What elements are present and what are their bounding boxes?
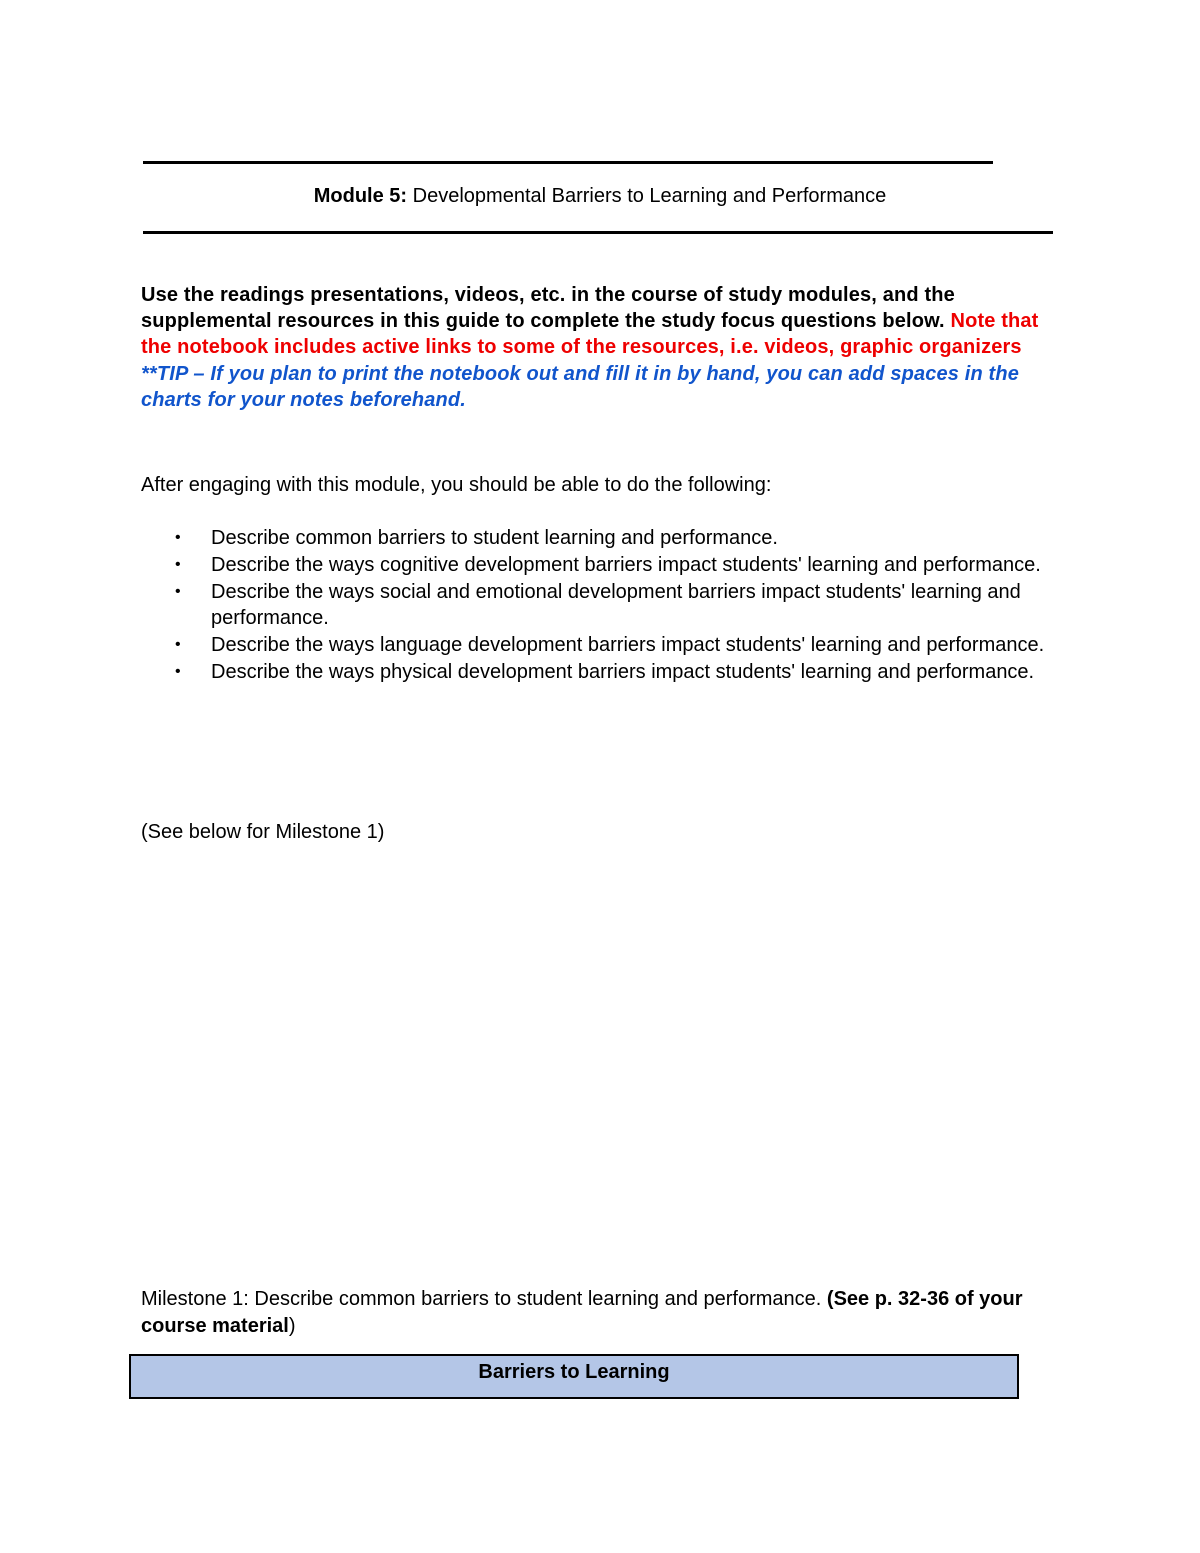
list-item — [141, 552, 1061, 579]
milestone-heading — [141, 1286, 1061, 1340]
module-label: Module 5: — [313, 185, 408, 207]
bullet-icon: • — [175, 529, 181, 546]
module-heading — [143, 183, 1057, 209]
top-divider-line — [143, 161, 993, 164]
instructions-block — [141, 282, 1061, 413]
bullet-icon: • — [175, 636, 181, 654]
module-title: Developmental Barriers to Learning and Performance — [412, 185, 887, 207]
list-item — [141, 525, 1061, 552]
objective-text: Describe common barriers to student learning and performance. — [211, 527, 778, 549]
bottom-divider-line — [143, 231, 1053, 234]
instructions-main: Use the readings presentations, videos, etc. in the course of study modules, and the supplemental resources in this guide to complete the study focus questions below. — [141, 284, 955, 332]
bullet-icon: • — [175, 555, 181, 573]
bullet-icon: • — [175, 582, 181, 600]
barriers-table — [129, 1354, 1019, 1399]
objective-text: Describe the ways physical development barriers impact students' learning and performance. — [211, 660, 1035, 683]
instructions-tip: **TIP – If you plan to print the notebook out and fill it in by hand, you can add spaces in the charts for your notes beforehand. — [141, 363, 1020, 411]
milestone-text: Milestone 1: Describe common barriers to student learning and performance. — [141, 1288, 822, 1310]
instructions-note: Note that the notebook includes active links to some of the resources, i.e. videos, graphic organizers — [141, 310, 1039, 358]
objective-text: Describe the ways cognitive development barriers impact students' learning and performance. — [211, 553, 1041, 576]
list-item — [141, 659, 1061, 686]
objectives-list — [141, 525, 1061, 686]
list-item — [141, 632, 1061, 659]
bullet-icon: • — [175, 662, 181, 680]
see-below-note: (See below for Milestone 1) — [141, 821, 385, 843]
table-header: Barriers to Learning — [478, 1361, 670, 1383]
objective-text: Describe the ways language development barriers impact students' learning and performance. — [211, 634, 1045, 657]
milestone-close: ) — [288, 1315, 296, 1337]
objectives-intro: After engaging with this module, you should be able to do the following: — [141, 474, 772, 496]
list-item — [141, 579, 1061, 633]
milestone-reference: (See p. 32-36 of your course material — [141, 1288, 1023, 1337]
objective-text: Describe the ways social and emotional development barriers impact students' learning and performance. — [211, 580, 1021, 630]
